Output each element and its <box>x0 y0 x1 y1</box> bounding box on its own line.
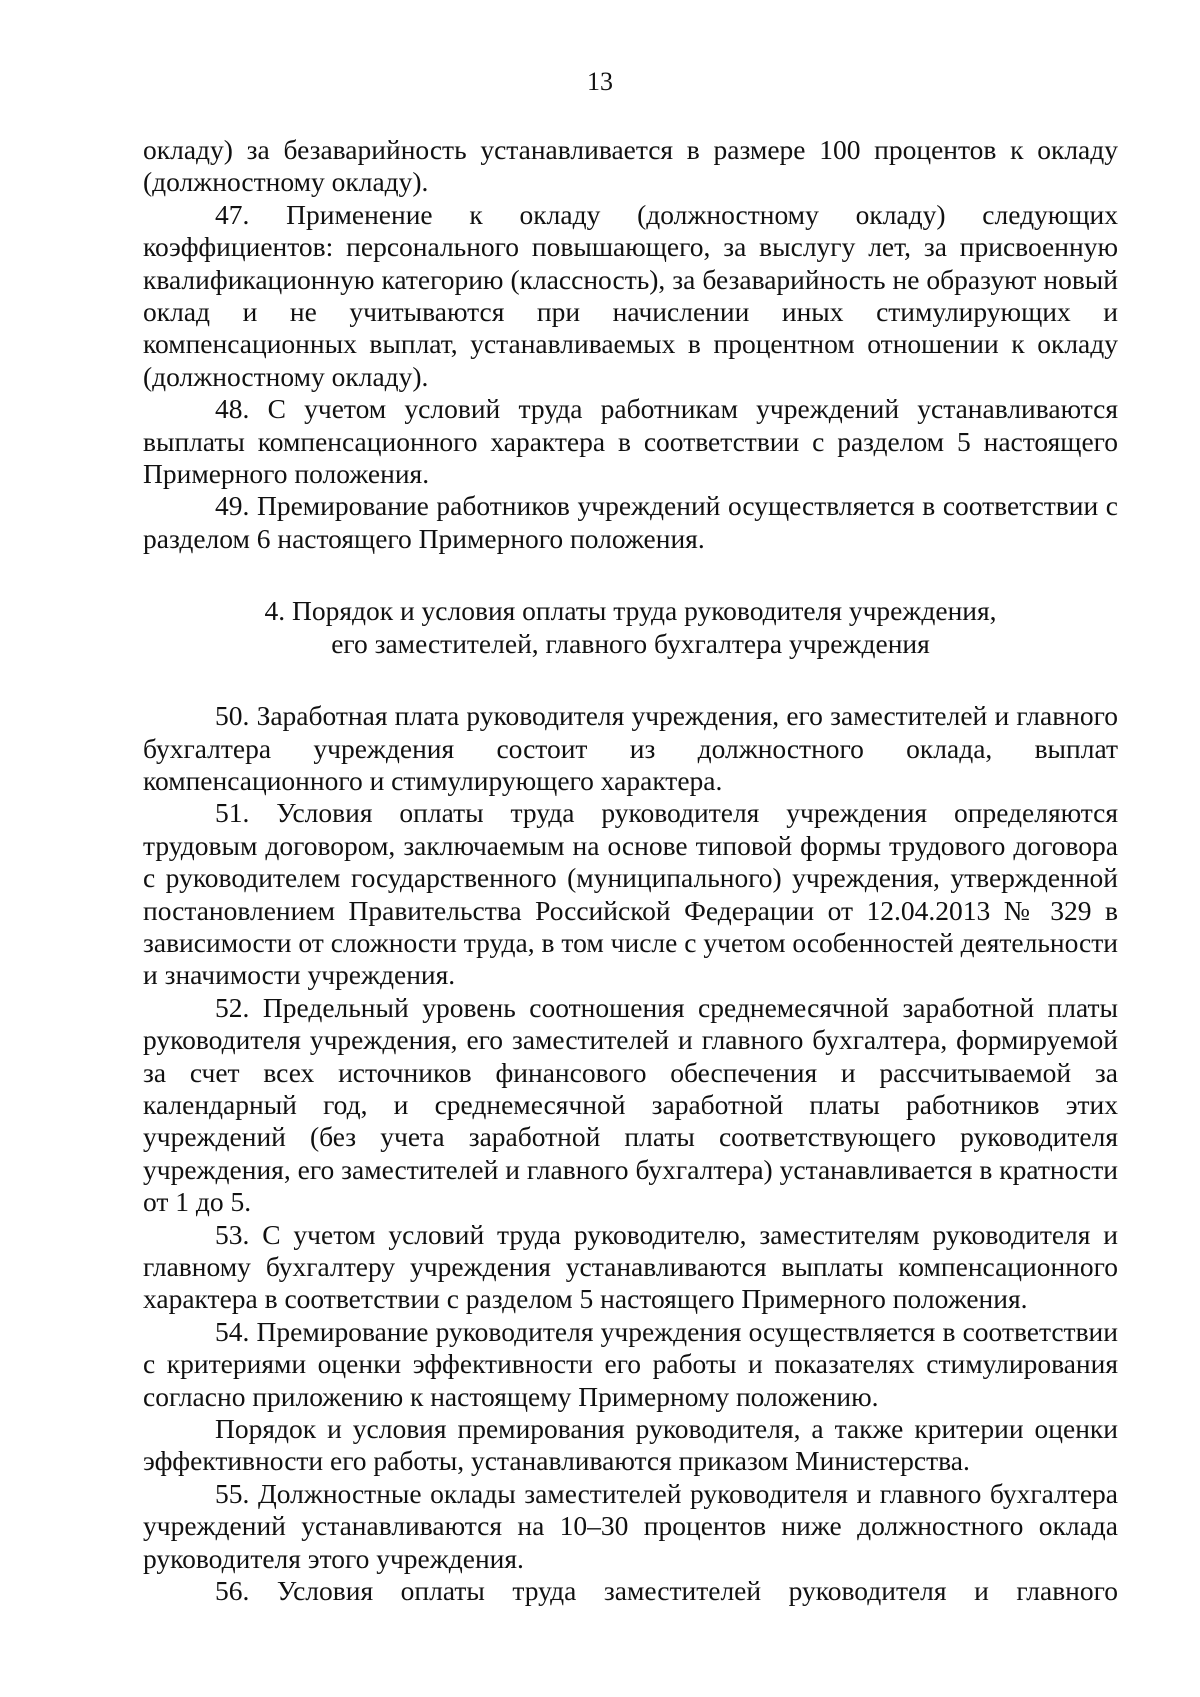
section-heading-line-2: его заместителей, главного бухгалтера учреждения <box>331 627 930 659</box>
paragraph-53: 53. С учетом условий труда руководителю, заместителям руководителя и главному бухгалтеру учреждения устанавливаются выплаты компенсационного характера в соответствии с разделом 5 настоящего Примерного положения. <box>143 1218 1118 1315</box>
page-number: 13 <box>587 67 613 96</box>
paragraph-continuation: окладу) за безаварийность устанавливается в размере 100 процентов к окладу (должностному окладу). <box>143 134 1118 198</box>
section-heading <box>143 595 1118 660</box>
document-body <box>143 134 1118 1607</box>
paragraph-54: 54. Премирование руководителя учреждения осуществляется в соответствии с критериями оценки эффективности его работы и показателях стимулирования согласно приложению к настоящему Примерному положению. <box>143 1315 1118 1412</box>
paragraph-55: 55. Должностные оклады заместителей руководителя и главного бухгалтера учреждений устанавливаются на 10–30 процентов ниже должностного оклада руководителя этого учреждения. <box>143 1477 1118 1574</box>
paragraph-56: 56. Условия оплаты труда заместителей руководителя и главного <box>215 1575 1118 1607</box>
paragraph-48: 48. С учетом условий труда работникам учреждений устанавливаются выплаты компенсационного характера в соответствии с разделом 5 настоящего Примерного положения. <box>143 393 1118 490</box>
paragraph-47: 47. Применение к окладу (должностному окладу) следующих коэффициентов: персонального повышающего, за выслугу лет, за присвоенную квалификационную категорию (классность), за безаварийность не образуют новый оклад и не учитываются при начислении иных стимулирующих и компенсационных выплат, устанавливаемых в процентном отношении к окладу (должностному окладу). <box>143 198 1118 392</box>
paragraph-49: 49. Премирование работников учреждений осуществляется в соответствии с разделом 6 настоящего Примерного положения. <box>143 490 1118 554</box>
paragraph-54-order: Порядок и условия премирования руководителя, а также критерии оценки эффективности его работы, устанавливаются приказом Министерства. <box>143 1413 1118 1477</box>
paragraph-51: 51. Условия оплаты труда руководителя учреждения определяются трудовым договором, заключаемым на основе типовой формы трудового договора с руководителем государственного (муниципального) учреждения, утвержденной постановлением Правительства Российской Федерации от 12.04.2013 № 329 в зависимости от сложности труда, в том числе с учетом особенностей деятельности и значимости учреждения. <box>143 797 1118 991</box>
paragraph-52: 52. Предельный уровень соотношения среднемесячной заработной платы руководителя учреждения, его заместителей и главного бухгалтера, формируемой за счет всех источников финансового обеспечения и рассчитываемой за календарный год, и среднемесячной заработной платы работников этих учреждений (без учета заработной платы соответствующего руководителя учреждения, его заместителей и главного бухгалтера) устанавливается в кратности от 1 до 5. <box>143 991 1118 1218</box>
section-heading-line-1: 4. Порядок и условия оплаты труда руководителя учреждения, <box>264 595 997 627</box>
paragraph-50: 50. Заработная плата руководителя учреждения, его заместителей и главного бухгалтера учреждения состоит из должностного оклада, выплат компенсационного и стимулирующего характера. <box>143 700 1118 796</box>
